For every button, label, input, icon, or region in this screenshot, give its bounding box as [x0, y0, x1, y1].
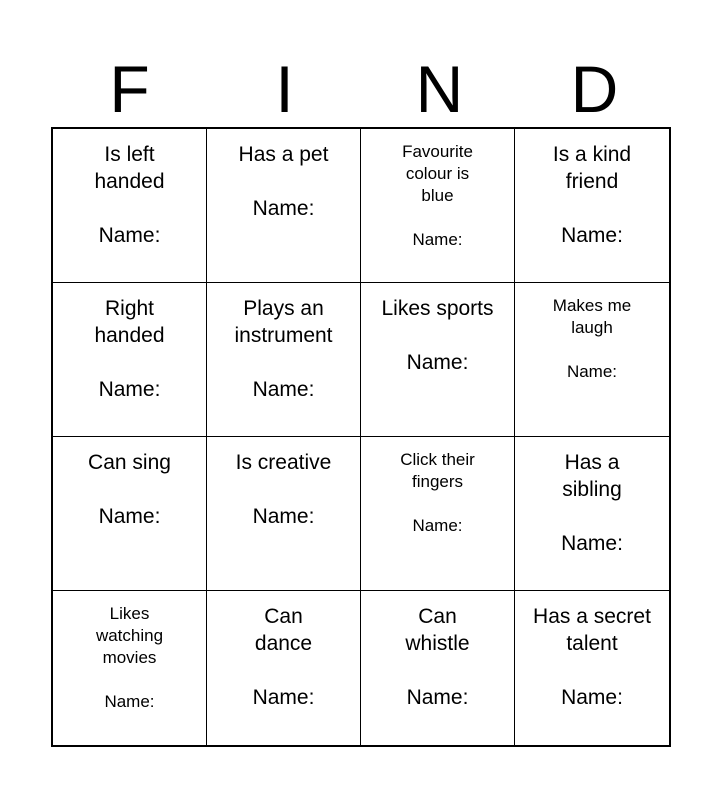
cell-prompt: Likes watching movies — [95, 604, 164, 667]
cell-name-label: Name: — [98, 224, 161, 247]
cell-name-label: Name: — [412, 230, 463, 249]
cell-name-label: Name: — [406, 351, 469, 374]
cell-name-label: Name: — [252, 378, 315, 401]
bingo-cell-click-fingers[interactable] — [361, 437, 515, 591]
cell-prompt: Is a kind friend — [552, 143, 632, 193]
bingo-board — [51, 127, 671, 747]
cell-prompt: Likes sports — [381, 297, 494, 320]
cell-name-label: Name: — [406, 686, 469, 709]
cell-name-label: Name: — [561, 686, 623, 709]
bingo-cell-has-sibling[interactable] — [515, 437, 669, 591]
cell-prompt: Can sing — [88, 451, 171, 474]
cell-prompt: Has a pet — [238, 143, 329, 166]
cell-name-label: Name: — [561, 532, 623, 555]
bingo-cell-left-handed[interactable] — [53, 129, 207, 283]
bingo-cell-makes-me-laugh[interactable] — [515, 283, 669, 437]
cell-prompt: Right handed — [94, 297, 165, 347]
bingo-cell-right-handed[interactable] — [53, 283, 207, 437]
bingo-cell-is-creative[interactable] — [207, 437, 361, 591]
bingo-cell-can-sing[interactable] — [53, 437, 207, 591]
cell-prompt: Has a sibling — [562, 451, 622, 501]
bingo-cell-likes-sports[interactable] — [361, 283, 515, 437]
title-letter-n: N — [415, 52, 464, 126]
cell-prompt: Plays an instrument — [234, 297, 333, 347]
bingo-cell-favourite-colour[interactable] — [361, 129, 515, 283]
cell-name-label: Name: — [104, 692, 155, 711]
bingo-cell-can-dance[interactable] — [207, 591, 361, 745]
title-letter-i: I — [275, 52, 294, 126]
title-letter-d: D — [570, 52, 619, 126]
cell-prompt: Favourite colour is blue — [402, 142, 473, 205]
cell-prompt: Is creative — [235, 451, 332, 474]
cell-prompt: Can dance — [254, 605, 313, 655]
cell-name-label: Name: — [252, 505, 315, 528]
cell-name-label: Name: — [98, 378, 161, 401]
title-letter-f: F — [109, 52, 150, 126]
bingo-cell-plays-instrument[interactable] — [207, 283, 361, 437]
cell-name-label: Name: — [412, 516, 463, 535]
cell-prompt: Is left handed — [94, 143, 165, 193]
cell-prompt: Has a secret talent — [533, 605, 651, 655]
bingo-title — [52, 50, 672, 128]
cell-name-label: Name: — [98, 505, 161, 528]
cell-name-label: Name: — [252, 686, 315, 709]
bingo-cell-has-pet[interactable] — [207, 129, 361, 283]
cell-name-label: Name: — [561, 224, 623, 247]
cell-prompt: Can whistle — [405, 605, 470, 655]
cell-name-label: Name: — [566, 362, 618, 381]
bingo-cell-secret-talent[interactable] — [515, 591, 669, 745]
bingo-cell-likes-movies[interactable] — [53, 591, 207, 745]
bingo-cell-kind-friend[interactable] — [515, 129, 669, 283]
cell-name-label: Name: — [252, 197, 315, 220]
bingo-cell-can-whistle[interactable] — [361, 591, 515, 745]
cell-prompt: Click their fingers — [400, 450, 475, 491]
cell-prompt: Makes me laugh — [552, 296, 632, 337]
